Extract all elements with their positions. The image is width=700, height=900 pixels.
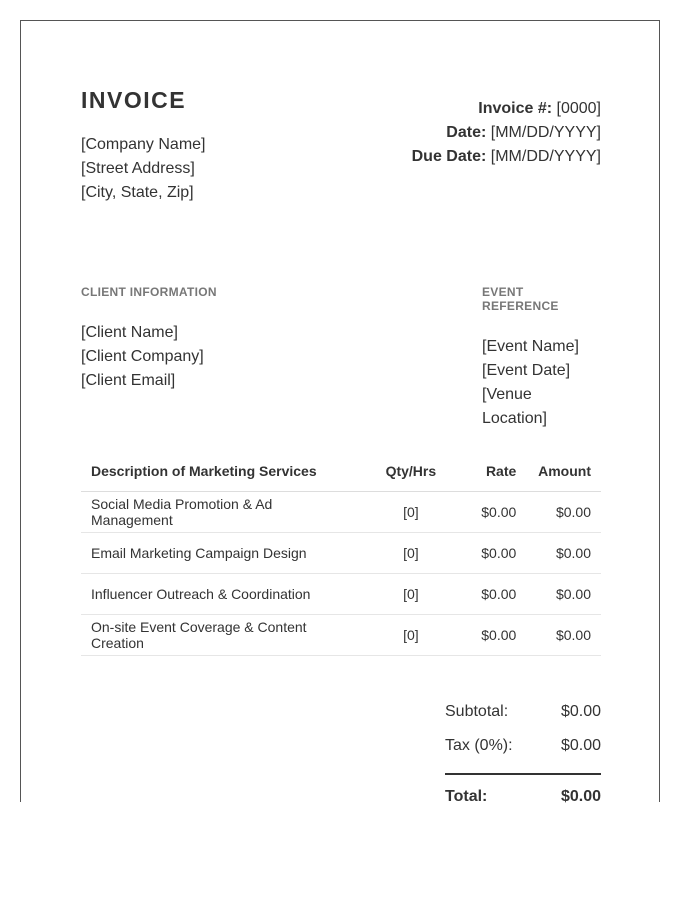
table-row: [81, 492, 601, 533]
subtotal-label: Subtotal:: [445, 703, 509, 720]
subtotal-value: $0.00: [560, 703, 601, 720]
venue-location: [Venue Location]: [482, 386, 547, 427]
row-rate: $0.00: [454, 533, 526, 574]
row-qty: [0]: [367, 574, 454, 615]
row-qty: [0]: [367, 492, 454, 533]
table-row: [81, 615, 601, 656]
event-name: [Event Name]: [482, 338, 579, 355]
tax-label: Tax (0%):: [445, 737, 513, 754]
invoice-title: INVOICE: [81, 87, 187, 113]
row-description: Email Marketing Campaign Design: [81, 533, 367, 574]
row-qty: [0]: [367, 615, 454, 656]
company-street: [Street Address]: [81, 160, 195, 177]
client-company: [Client Company]: [81, 348, 204, 365]
row-rate: $0.00: [454, 615, 526, 656]
row-amount: $0.00: [526, 574, 601, 615]
due-date-value: [MM/DD/YYYY]: [490, 148, 601, 165]
row-description: Social Media Promotion & Ad Management: [81, 492, 367, 533]
tax-row: [445, 729, 601, 763]
tax-value: $0.00: [560, 737, 601, 754]
event-lines: [482, 335, 601, 431]
row-amount: $0.00: [526, 492, 601, 533]
services-table: [81, 451, 601, 656]
row-amount: $0.00: [526, 615, 601, 656]
invoice-date-value: [MM/DD/YYYY]: [490, 124, 601, 141]
row-description: On-site Event Coverage & Content Creation: [81, 615, 367, 656]
header-rate: Rate: [454, 451, 526, 492]
company-info: [81, 133, 206, 205]
client-name: [Client Name]: [81, 324, 178, 341]
client-info-heading: CLIENT INFORMATION: [81, 285, 217, 299]
row-qty: [0]: [367, 533, 454, 574]
table-header-row: [81, 451, 601, 492]
row-rate: $0.00: [454, 574, 526, 615]
due-date-label: Due Date:: [411, 148, 487, 165]
table-row: [81, 533, 601, 574]
company-city: [City, State, Zip]: [81, 184, 194, 201]
event-date: [Event Date]: [482, 362, 571, 379]
invoice-number-value: [0000]: [556, 100, 601, 117]
row-rate: $0.00: [454, 492, 526, 533]
totals-block: [445, 695, 601, 815]
invoice-number-row: [412, 97, 601, 121]
due-date-row: [412, 145, 601, 169]
invoice-date-row: [412, 121, 601, 145]
row-description: Influencer Outreach & Coordination: [81, 574, 367, 615]
invoice-number-label: Invoice #:: [478, 100, 553, 117]
invoice-date-label: Date:: [446, 124, 487, 141]
subtotal-row: [445, 695, 601, 729]
table-row: [81, 574, 601, 615]
header-description: Description of Marketing Services: [81, 451, 367, 492]
company-name: [Company Name]: [81, 136, 206, 153]
client-lines: [81, 321, 217, 393]
event-reference-heading: EVENT REFERENCE: [482, 285, 559, 313]
header-qty: Qty/Hrs: [367, 451, 454, 492]
row-amount: $0.00: [526, 533, 601, 574]
event-reference: [482, 285, 601, 431]
invoice-sheet: [20, 20, 660, 805]
total-value: $0.00: [560, 788, 601, 805]
client-email: [Client Email]: [81, 372, 176, 389]
header-amount: Amount: [526, 451, 601, 492]
total-label: Total:: [445, 788, 488, 805]
total-row: [445, 773, 601, 815]
invoice-meta: [412, 97, 601, 169]
client-information: [81, 285, 217, 393]
